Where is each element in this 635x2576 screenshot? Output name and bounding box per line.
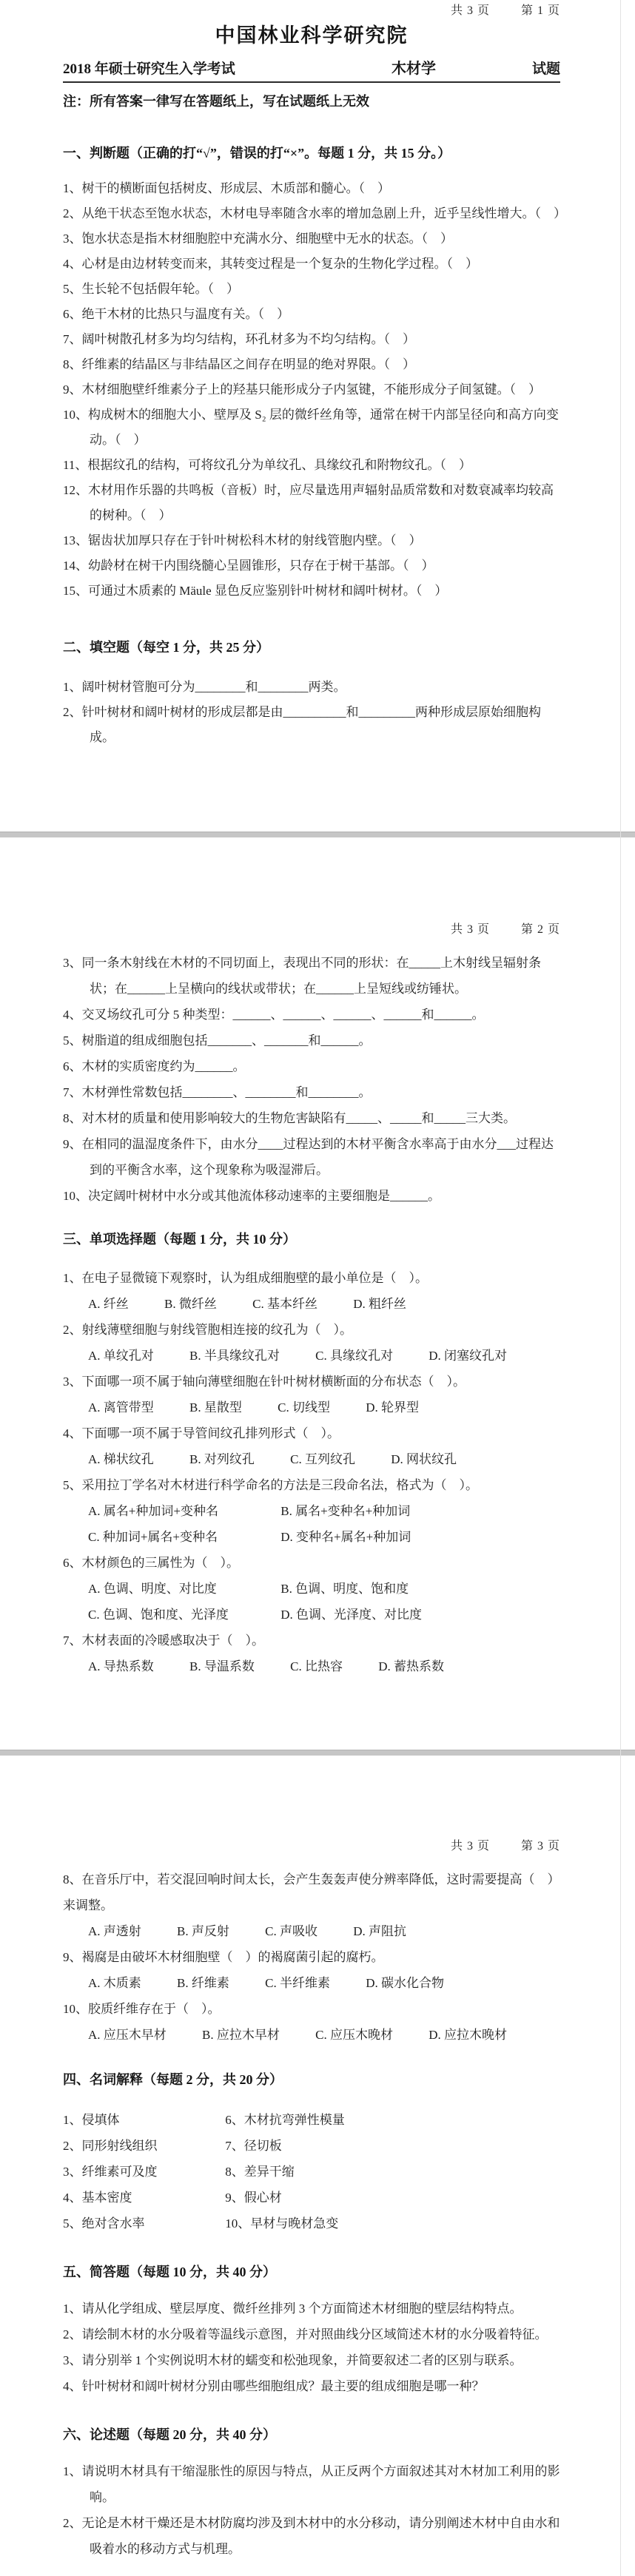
fill-question-list-p1: [63, 675, 560, 750]
exam-page-1: [0, 0, 635, 832]
choice-options-2: [63, 1343, 560, 1369]
judge-question-8: 8、纤维素的结晶区与非结晶区之间存在明显的绝对界限。（ ）: [63, 357, 415, 371]
page-divider-2: [0, 1750, 635, 1756]
current-page-label: 第 1 页: [520, 4, 560, 17]
institution-title: 中国林业科学研究院: [215, 24, 409, 47]
judge-question-1: 1、树干的横断面包括树皮、形成层、木质部和髓心。（ ）: [63, 181, 390, 195]
fill-question-3: 3、同一条木射线在木材的不同切面上，表现出不同的形状：在_____上木射线呈辐射条状；在______上呈横向的线状或带状；在______上呈短线或纺锤状。: [63, 956, 541, 996]
fill-question-1: 1、阔叶树材管胞可分为________和________两类。: [63, 680, 346, 694]
exam-page-3: [0, 1756, 635, 2576]
term-8: 8、差异干缩: [225, 2165, 295, 2179]
option-d: D. 声阻抗: [353, 1924, 406, 1938]
option-b: B. 对列纹孔: [189, 1452, 255, 1466]
judge-question-14: 14、幼龄材在树干内围绕髓心呈圆锥形，只存在于树干基部。（ ）: [63, 559, 434, 573]
term-10: 10、早材与晚材急变: [225, 2216, 339, 2231]
choice-question-2: 2、射线薄壁细胞与射线管胞相连接的纹孔为（ ）。: [63, 1323, 352, 1337]
judge-question-3: 3、饱水状态是指木材细胞腔中充满水分、细胞壁中无水的状态。（ ）: [63, 232, 453, 246]
term-4: 4、基本密度: [63, 2191, 132, 2205]
judge-question-7: 7、阔叶树散孔材多为均匀结构，环孔材多为不均匀结构。（ ）: [63, 332, 415, 346]
choice-options-7: [63, 1653, 560, 1679]
option-a: A. 离管带型: [88, 1400, 154, 1415]
option-d: D. 蓄热系数: [378, 1659, 444, 1673]
option-c: C. 基本纤丝: [252, 1297, 318, 1311]
term-row-5: [63, 2211, 560, 2236]
option-a: A. 属名+种加词+变种名: [88, 1504, 218, 1518]
option-a: A. 导热系数: [88, 1659, 154, 1673]
choice-options-5-row1: [63, 1498, 560, 1524]
judge-question-6: 6、绝干木材的比热只与温度有关。（ ）: [63, 307, 289, 321]
term-5: 5、绝对含水率: [63, 2216, 145, 2231]
short-question-1: 1、请从化学组成、壁层厚度、微纤丝排列 3 个方面简述木材细胞的壁层结构特点。: [63, 2302, 523, 2316]
fill-question-6: 6、木材的实质密度约为______。: [63, 1059, 246, 1073]
option-a: A. 色调、明度、对比度: [88, 1582, 217, 1596]
option-a: A. 梯状纹孔: [88, 1452, 154, 1466]
fill-question-list-p2: [63, 950, 560, 1209]
total-pages-label: 共 3 页: [450, 923, 490, 936]
judge-question-2: 2、从绝干状态至饱水状态，木材电导率随含水率的增加急剧上升，近乎呈线性增大。（ ）: [63, 206, 566, 220]
judge-question-10: 10、构成树木的细胞大小、壁厚及 S₂ 层的微纤丝角等，通常在树干内部呈径向和高方向变动。（ ）: [63, 408, 559, 447]
option-c: C. 具缘纹孔对: [315, 1349, 393, 1363]
judge-question-list: [63, 176, 566, 604]
choice-question-1: 1、在电子显微镜下观察时，认为组成细胞壁的最小单位是（ ）。: [63, 1271, 428, 1285]
option-c: C. 色调、饱和度、光泽度: [88, 1608, 229, 1622]
fill-question-8: 8、对木材的质量和使用影响较大的生物危害缺陷有_____、_____和_____三大类。: [63, 1111, 516, 1125]
choice-options-9: [63, 1970, 560, 1996]
option-b: B. 应拉木早材: [202, 2028, 280, 2042]
exam-year-label: 2018 年硕士研究生入学考试: [63, 61, 235, 77]
choice-question-5: 5、采用拉丁学名对木材进行科学命名的方法是三段命名法，格式为（ ）。: [63, 1478, 478, 1492]
current-page-label: 第 3 页: [520, 1840, 560, 1852]
option-c: C. 应压木晚材: [315, 2028, 393, 2042]
fill-question-5: 5、树脂道的组成细胞包括_______、_______和______。: [63, 1034, 372, 1048]
term-row-2: [63, 2133, 560, 2159]
essay-question-2: 2、无论是木材干燥还是木材防腐均涉及到木材中的水分移动，请分别阐述木材中自由水和吸着水的移动方式与机理。: [63, 2516, 560, 2556]
option-b: B. 纤维素: [177, 1976, 229, 1990]
page-indicator-3: [63, 1756, 560, 1855]
fill-question-9: 9、在相同的温湿度条件下，由水分____过程达到的木材平衡含水率高于由水分___过程达到的平衡含水率，这个现象称为吸湿滞后。: [63, 1137, 554, 1177]
option-b: B. 微纤丝: [164, 1297, 217, 1311]
choice-options-4: [63, 1446, 560, 1472]
option-c: C. 互列纹孔: [290, 1452, 355, 1466]
choice-question-3: 3、下面哪一项不属于轴向薄壁细胞在针叶树材横断面的分布状态（ ）。: [63, 1375, 466, 1389]
option-a: A. 单纹孔对: [88, 1349, 154, 1363]
exam-paper-label: 试题: [531, 61, 560, 77]
fill-question-10: 10、决定阔叶树材中水分或其他流体移动速率的主要细胞是______。: [63, 1189, 440, 1203]
option-d: D. 轮界型: [366, 1400, 419, 1415]
term-7: 7、径切板: [225, 2139, 282, 2153]
choice-options-3: [63, 1395, 560, 1420]
short-question-4: 4、针叶树材和阔叶树材分别由哪些细胞组成？最主要的组成细胞是哪一种？: [63, 2379, 485, 2393]
option-c: C. 半纤维素: [265, 1976, 330, 1990]
option-b: B. 半具缘纹孔对: [189, 1349, 280, 1363]
term-row-3: [63, 2159, 560, 2185]
option-b: B. 色调、明度、饱和度: [280, 1582, 409, 1596]
option-c: C. 种加词+属名+变种名: [88, 1530, 218, 1544]
judge-question-4: 4、心材是由边材转变而来，其转变过程是一个复杂的生物化学过程。（ ）: [63, 257, 478, 271]
terms-list: [63, 2107, 560, 2236]
choice-question-10: 10、胶质纤维存在于（ ）。: [63, 2002, 221, 2016]
choice-options-8: [63, 1918, 560, 1944]
option-b: B. 声反射: [177, 1924, 229, 1938]
fill-question-4: 4、交叉场纹孔可分 5 种类型：______、______、______、______和______。: [63, 1008, 485, 1022]
choice-question-list-p3: [63, 1867, 560, 2048]
choice-question-7: 7、木材表面的冷暖感取决于（ ）。: [63, 1633, 264, 1648]
judge-question-13: 13、锯齿状加厚只存在于针叶树松科木材的射线管胞内壁。（ ）: [63, 533, 422, 547]
term-1: 1、侵填体: [63, 2113, 120, 2127]
fill-question-2: 2、针叶树材和阔叶树材的形成层都是由__________和_________两种形成层原始细胞构成。: [63, 705, 541, 744]
option-b: B. 属名+变种名+种加词: [280, 1504, 411, 1518]
term-9: 9、假心材: [225, 2191, 282, 2205]
option-d: D. 粗纤丝: [353, 1297, 406, 1311]
page-divider-1: [0, 832, 635, 837]
option-d: D. 闭塞纹孔对: [429, 1349, 507, 1363]
section-terms-title: 四、名词解释（每题 2 分，共 20 分）: [63, 2072, 283, 2087]
option-a: A. 声透射: [88, 1924, 141, 1938]
option-d: D. 网状纹孔: [391, 1452, 457, 1466]
option-d: D. 碳水化合物: [366, 1976, 444, 1990]
option-d: D. 变种名+属名+种加词: [280, 1530, 411, 1544]
short-answer-list: [63, 2296, 560, 2399]
total-pages-label: 共 3 页: [450, 1840, 490, 1852]
choice-options-5-row2: [63, 1524, 560, 1550]
current-page-label: 第 2 页: [520, 923, 560, 936]
option-a: A. 应压木早材: [88, 2028, 167, 2042]
option-b: B. 星散型: [189, 1400, 242, 1415]
choice-question-4: 4、下面哪一项不属于导管间纹孔排列形式（ ）。: [63, 1426, 340, 1440]
page-indicator-1: [63, 0, 560, 19]
short-question-2: 2、请绘制木材的水分吸着等温线示意图，并对照曲线分区域简述木材的水分吸着特征。: [63, 2327, 548, 2341]
total-pages-label: 共 3 页: [450, 4, 490, 17]
judge-question-5: 5、生长轮不包括假年轮。（ ）: [63, 282, 239, 296]
term-6: 6、木材抗弯弹性模量: [225, 2113, 345, 2127]
option-b: B. 导温系数: [189, 1659, 255, 1673]
section-short-title: 五、简答题（每题 10 分，共 40 分）: [63, 2265, 276, 2279]
choice-options-1: [63, 1291, 560, 1317]
answer-note: 注：所有答案一律写在答题纸上，写在试题纸上无效: [63, 94, 369, 109]
section-judge-title: 一、判断题（正确的打“√”，错误的打“×”。每题 1 分，共 15 分。）: [63, 146, 451, 161]
section-fill-title: 二、填空题（每空 1 分，共 25 分）: [63, 640, 269, 655]
choice-options-6-row2: [63, 1602, 560, 1628]
page-indicator-2: [63, 837, 560, 938]
choice-question-6: 6、木材颜色的三属性为（ ）。: [63, 1556, 239, 1570]
choice-question-8: 8、在音乐厅中，若交混回响时间太长，会产生轰轰声使分辨率降低，这时需要提高（ ）来调整。: [63, 1872, 560, 1912]
essay-list: [63, 2458, 560, 2562]
exam-page-2: [0, 837, 635, 1750]
option-d: D. 应拉木晚材: [429, 2028, 507, 2042]
term-3: 3、纤维素可及度: [63, 2165, 158, 2179]
option-a: A. 纤丝: [88, 1297, 129, 1311]
option-c: C. 比热容: [290, 1659, 343, 1673]
judge-question-9: 9、木材细胞壁纤维素分子上的羟基只能形成分子内氢键，不能形成分子间氢键。（ ）: [63, 382, 541, 397]
option-c: C. 切线型: [278, 1400, 330, 1415]
option-a: A. 木质素: [88, 1976, 141, 1990]
section-choice-title: 三、单项选择题（每题 1 分，共 10 分）: [63, 1232, 296, 1247]
exam-header-row: [63, 56, 560, 83]
judge-question-12: 12、木材用作乐器的共鸣板（音板）时，应尽量选用声辐射品质常数和对数衰减率均较高的树种。（ ）: [63, 483, 554, 522]
option-d: D. 色调、光泽度、对比度: [280, 1608, 423, 1622]
short-question-3: 3、请分别举 1 个实例说明木材的蠕变和松弛现象，并简要叙述二者的区别与联系。: [63, 2353, 523, 2367]
option-c: C. 声吸收: [265, 1924, 318, 1938]
term-row-4: [63, 2185, 560, 2211]
page-edge-line: [620, 0, 621, 2576]
choice-question-list-p2: [63, 1265, 560, 1679]
section-essay-title: 六、论述题（每题 20 分，共 40 分）: [63, 2427, 276, 2442]
choice-question-9: 9、褐腐是由破坏木材细胞壁（ ）的褐腐菌引起的腐朽。: [63, 1950, 384, 1964]
judge-question-11: 11、根据纹孔的结构，可将纹孔分为单纹孔、具缘纹孔和附物纹孔。（ ）: [63, 458, 471, 472]
exam-subject-label: 木材学: [391, 61, 436, 77]
choice-options-10: [63, 2022, 560, 2048]
fill-question-7: 7、木材弹性常数包括________、________和________。: [63, 1085, 372, 1099]
choice-options-6-row1: [63, 1576, 560, 1602]
essay-question-1: 1、请说明木材具有干缩湿胀性的原因与特点，从正反两个方面叙述其对木材加工利用的影响。: [63, 2464, 560, 2504]
judge-question-15: 15、可通过木质素的 Mäule 显色反应鉴别针叶树材和阔叶树材。（ ）: [63, 584, 448, 598]
term-row-1: [63, 2107, 560, 2133]
term-2: 2、同形射线组织: [63, 2139, 158, 2153]
